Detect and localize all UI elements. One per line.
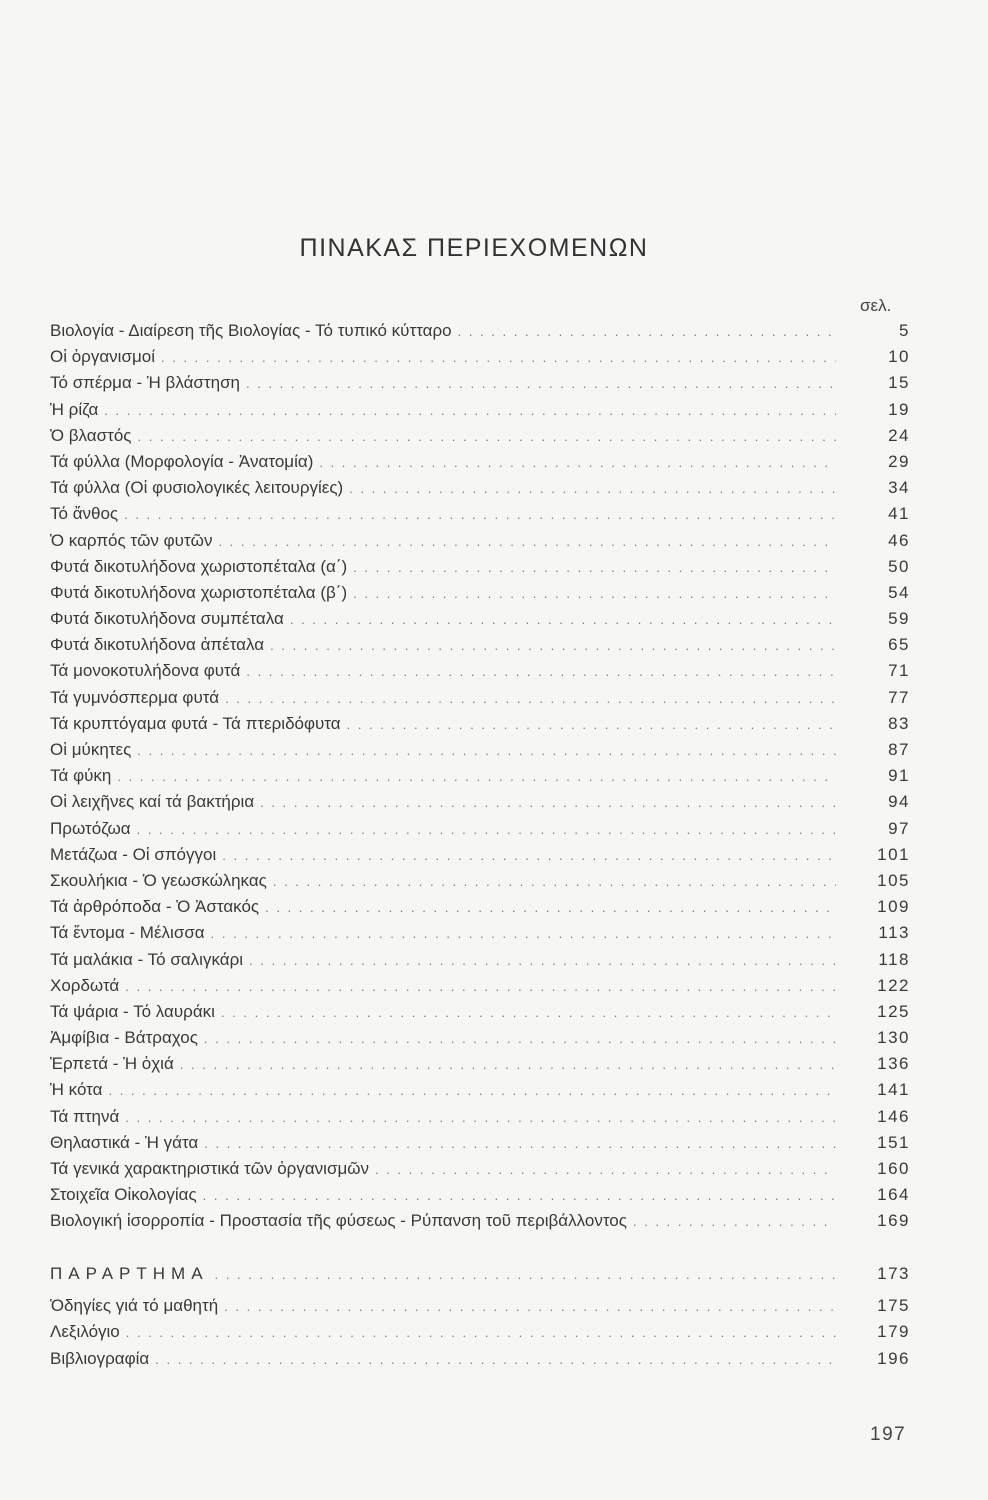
toc-entry [50,1211,910,1237]
page-title: ΠΙΝΑΚΑΣ ΠΕΡΙΕΧΟΜΕΝΩΝ [299,234,649,262]
dot-leader [180,1057,836,1072]
toc-entry-title: Τό ἄνθος [50,504,119,524]
toc-entry-title: Βιολογική ἰσορροπία - Προστασία τῆς φύσεως - Ρύπανση τοῦ περιβάλλοντος [50,1211,627,1231]
toc-entry-title: Τά ἔντομα - Μέλισσα [50,923,205,943]
toc-entry [50,976,910,1002]
toc-entry-title: Ὁ καρπός τῶν φυτῶν [50,530,213,550]
toc-entry-title: Τά φύλλα (Μορφολογία - Ἀνατομία) [50,451,314,471]
toc-entry-page: 160 [877,1159,910,1178]
toc-entry-title: Φυτά δικοτυλήδονα χωριστοπέταλα (β΄) [50,582,348,602]
toc-entry-page: 46 [888,530,910,550]
toc-entry [50,1107,910,1133]
toc-entry-page: 24 [888,425,910,445]
toc-entry-page: 109 [877,897,910,917]
toc-entry-page: 91 [888,766,910,786]
toc-entry-page: 122 [877,975,910,995]
toc-entry-title: Τά φύκη [50,766,112,786]
dot-leader [249,953,836,968]
toc-entry [50,1185,910,1211]
toc-entry-page: 125 [877,1001,910,1021]
dot-leader [161,350,836,365]
toc-entry-title: Τά γυμνόσπερμα φυτά [50,687,220,707]
toc-entry-title: Θηλαστικά - Ἡ γάτα [50,1132,199,1152]
appendix-header [50,1264,910,1290]
toc-entry [50,661,910,687]
toc-entry-page: 179 [877,1322,910,1342]
toc-entry-page: 65 [888,635,910,655]
dot-leader [260,795,836,810]
dot-leader [137,822,836,837]
toc-entry-title: Βιβλιογραφία [50,1348,150,1368]
toc-entry-title: Χορδωτά [50,975,120,995]
dot-leader [155,1352,836,1367]
dot-leader [215,1267,836,1282]
toc-entry-title: Τά ψάρια - Τό λαυράκι [50,1001,215,1021]
toc-entry-title: Τά γενικά χαρακτηριστικά τῶν ὀργανισμῶν [50,1159,370,1178]
toc-entry-page: 130 [877,1028,910,1048]
toc-entry [50,1159,910,1185]
toc-entry-title: Σκουλήκια - Ὁ γεωσκώληκας [50,870,267,890]
toc-entry-title: Ὁδηγίες γιά τό μαθητή [50,1296,219,1316]
toc-entry [50,478,910,504]
dot-leader [108,1083,836,1098]
toc-entry [50,1133,910,1159]
toc-entry-page: 105 [877,870,910,890]
dot-leader [137,429,836,444]
dot-leader [458,324,836,339]
toc-entry [50,740,910,766]
toc-entry [50,766,910,792]
toc-entry-page: 141 [877,1080,910,1100]
toc-entry-page: 169 [877,1211,910,1231]
dot-leader [221,1005,836,1020]
toc-entry-page: 77 [888,687,910,707]
dot-leader [270,638,836,653]
dot-leader [125,1110,836,1125]
toc-entry-title: Ἡ ρίζα [50,399,99,419]
toc-entry-title: Πρωτόζωα [50,818,131,838]
toc-entry [50,452,910,478]
toc-entry-title: Οἱ μύκητες [50,740,132,759]
dot-leader [319,455,836,470]
toc-entry-page: 19 [888,399,910,419]
toc-entry [50,373,910,399]
toc-entry [50,688,910,714]
toc-entry-title: Στοιχεῖα Οἰκολογίας [50,1185,197,1205]
toc-entry [50,609,910,635]
dot-leader [353,586,836,601]
toc-entry [50,1322,910,1348]
dot-leader [104,403,836,418]
toc-entry-page: 54 [888,582,910,602]
dot-leader [375,1162,836,1177]
toc-entry [50,923,910,949]
toc-entry [50,714,910,740]
toc-entry [50,504,910,530]
toc-entry-page: 97 [888,818,910,838]
toc-entry-title: Φυτά δικοτυλήδονα χωριστοπέταλα (α΄) [50,556,348,576]
dot-leader [225,691,836,706]
dot-leader [137,743,836,758]
toc-entry-title: Οἱ λειχῆνες καί τά βακτήρια [50,792,255,812]
toc-entry-page: 15 [888,373,910,393]
toc-entry-title: Οἱ ὀργανισμοί [50,347,155,367]
toc-entry-page: 118 [878,949,910,969]
dot-leader [353,560,836,575]
toc-entry [50,1296,910,1322]
page-number: 197 [870,1424,907,1445]
toc-entry [50,819,910,845]
dot-leader [246,376,836,391]
toc-entry-page: 50 [888,556,910,576]
dot-leader [246,664,836,679]
toc-entry [50,1028,910,1054]
toc-entry-page: 71 [888,661,910,681]
toc-entry-page: 101 [877,844,910,864]
toc-entry [50,426,910,452]
toc-entry-page: 196 [877,1348,910,1368]
toc-entry [50,557,910,583]
toc-entry-page: 136 [877,1054,910,1074]
appendix-page-number: 173 [877,1264,910,1283]
dot-leader [125,979,836,994]
dot-leader [273,874,836,889]
toc-entry-page: 146 [877,1106,910,1126]
toc-entry-title: Τό σπέρμα - Ἡ βλάστηση [50,373,241,393]
appendix-section [50,1264,910,1375]
toc-entry [50,845,910,871]
dot-leader [265,900,836,915]
toc-entry-title: Ἡ κότα [50,1080,103,1100]
toc-entry-title: Τά μονοκοτυλήδονα φυτά [50,661,241,681]
toc-entry [50,531,910,557]
toc-entry-title: Φυτά δικοτυλήδονα συμπέταλα [50,609,284,629]
toc-entry-page: 151 [877,1132,910,1152]
appendix-label: ΠΑΡΑΡΤΗΜΑ [50,1264,209,1283]
toc-entry-page: 83 [888,713,910,733]
toc-entry [50,1080,910,1106]
toc-entry [50,400,910,426]
toc-entry-page: 175 [877,1296,910,1316]
dot-leader [124,507,836,522]
toc-entry-page: 5 [899,321,910,340]
toc-entry-title: Ἑρπετά - Ἡ ὀχιά [50,1054,174,1074]
dot-leader [224,1299,836,1314]
toc-entry-title: Ὁ βλαστός [50,425,132,445]
toc-entry-title: Φυτά δικοτυλήδονα ἀπέταλα [50,635,265,655]
appendix-list [50,1296,910,1375]
toc-entry [50,950,910,976]
toc-entry-page: 34 [888,478,910,498]
toc-entry [50,347,910,373]
toc-entry [50,635,910,661]
toc-entry-page: 59 [888,609,910,629]
dot-leader [204,1136,836,1151]
toc-entry-page: 113 [878,923,910,943]
toc-entry [50,792,910,818]
toc-entry [50,1054,910,1080]
toc-entry-title: Ἀμφίβια - Βάτραχος [50,1028,198,1048]
toc-entry [50,1349,910,1375]
dot-leader [117,769,836,784]
toc-entry [50,583,910,609]
toc-entry-title: Βιολογία - Διαίρεση τῆς Βιολογίας - Τό τυπικό κύτταρο [50,321,452,340]
toc-entry-title: Τά πτηνά [50,1106,120,1126]
toc-entry-page: 94 [888,792,910,812]
toc-entry-page: 87 [888,740,910,759]
toc-entry-title: Τά φύλλα (Οἱ φυσιολογικές λειτουργίες) [50,478,344,498]
page-column-label: σελ. [860,296,892,315]
dot-leader [633,1214,836,1229]
toc-entry-title: Τά ἀρθρόποδα - Ὁ Ἀστακός [50,897,260,917]
dot-leader [290,612,836,627]
dot-leader [203,1188,836,1203]
toc-entry-title: Τά κρυπτόγαμα φυτά - Τά πτεριδόφυτα [50,713,341,733]
dot-leader [222,848,836,863]
toc-entry [50,897,910,923]
toc-entry [50,871,910,897]
toc-entry-title: Τά μαλάκια - Τό σαλιγκάρι [50,949,244,969]
dot-leader [204,1031,836,1046]
toc-entry-title: Μετάζωα - Οἱ σπόγγοι [50,844,217,864]
dot-leader [349,481,836,496]
dot-leader [211,926,836,941]
toc-list [50,321,910,1238]
toc-entry [50,321,910,347]
toc-entry-page: 10 [888,347,910,367]
dot-leader [347,717,836,732]
toc-entry-page: 41 [888,504,910,524]
dot-leader [126,1325,836,1340]
toc-entry-title: Λεξιλόγιο [50,1322,120,1342]
dot-leader [218,534,836,549]
toc-entry-page: 29 [888,451,910,471]
toc-entry-page: 164 [877,1185,910,1205]
toc-entry [50,1002,910,1028]
